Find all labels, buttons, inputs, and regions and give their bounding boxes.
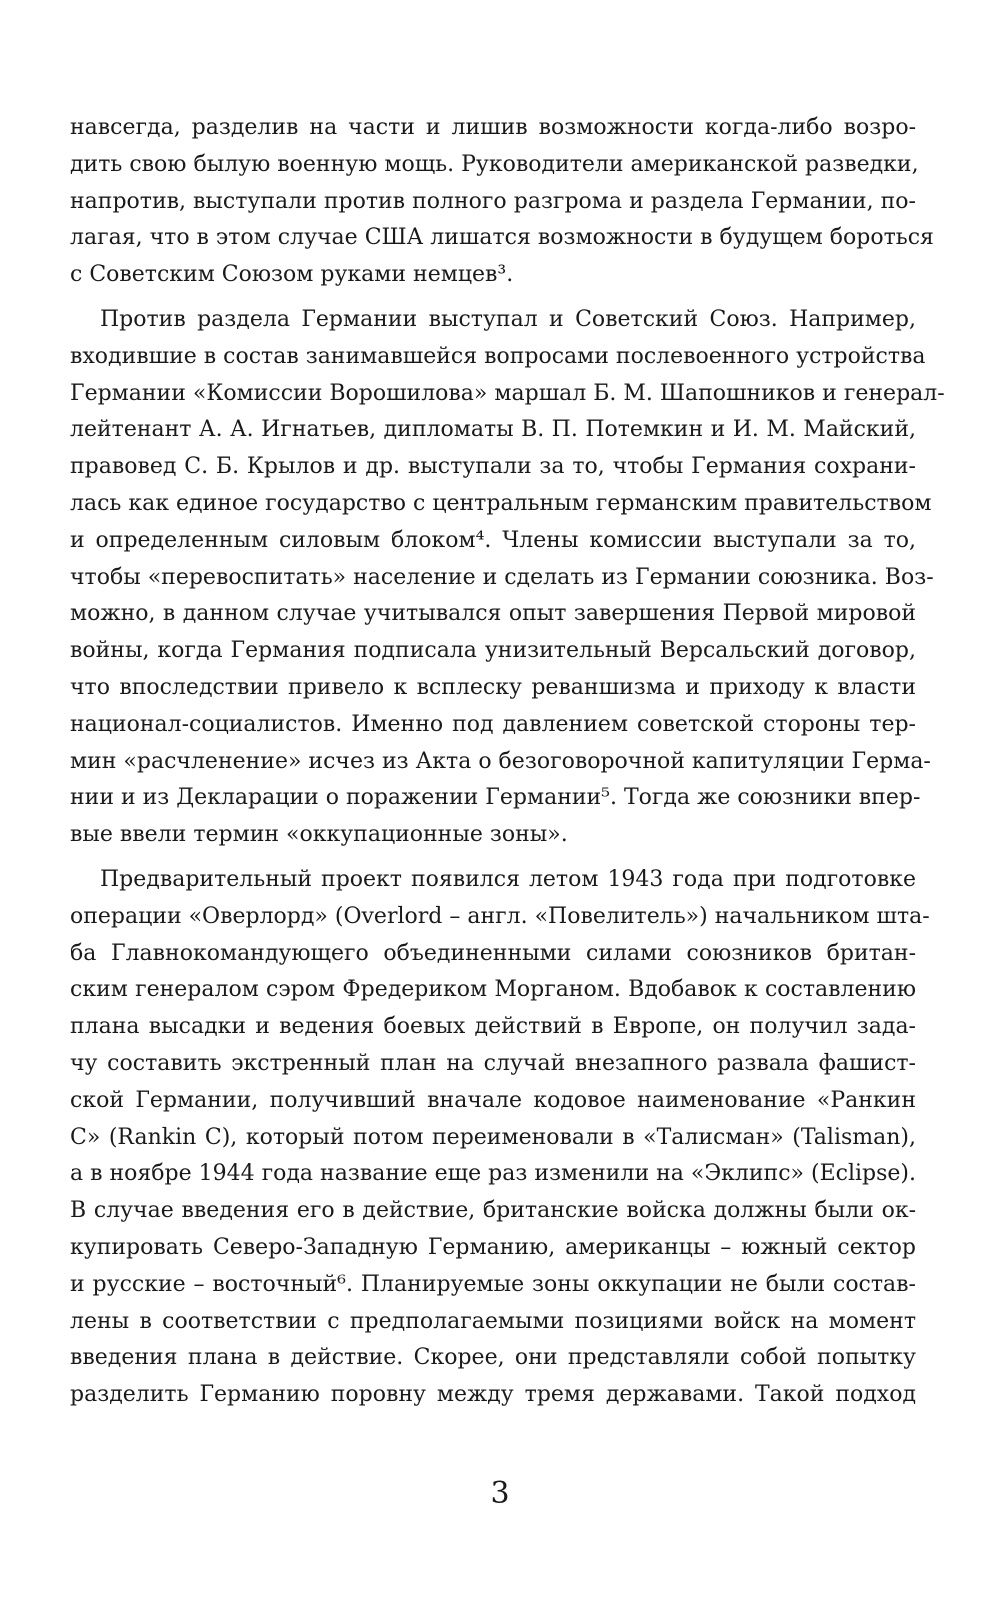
text-line: напротив, выступали против полного разгрома и раздела Германии, по- bbox=[70, 188, 916, 214]
text-line: Предварительный проект появился летом 1943 года при подготовке bbox=[100, 866, 916, 892]
page-number: 3 bbox=[490, 1476, 510, 1511]
text-line: С» (Rankin C), который потом переименовали в «Талисман» (Talisman), bbox=[70, 1124, 916, 1150]
text-line: мин «расчленение» исчез из Акта о безоговорочной капитуляции Герма- bbox=[70, 748, 931, 774]
text-line: правовед С. Б. Крылов и др. выступали за то, чтобы Германия сохрани- bbox=[70, 454, 916, 480]
text-line: разделить Германию поровну между тремя державами. Такой подход bbox=[70, 1382, 916, 1408]
text-line: навсегда, разделив на части и лишив возможности когда-либо возро- bbox=[70, 115, 916, 140]
text-line: ским генералом сэром Фредериком Морганом. Вдобавок к составлению bbox=[70, 977, 916, 1003]
text-line: дить свою былую военную мощь. Руководители американской разведки, bbox=[70, 151, 919, 177]
text-line: что впоследствии привело к всплеску реваншизма и приходу к власти bbox=[70, 674, 916, 700]
text-line: ской Германии, получивший вначале кодовое наименование «Ранкин bbox=[70, 1087, 916, 1113]
text-line: и определенным силовым блоком⁴. Члены комиссии выступали за то, bbox=[70, 527, 916, 553]
text-line: национал-социалистов. Именно под давлением советской стороны тер- bbox=[70, 711, 916, 737]
paragraph-3 bbox=[70, 862, 930, 1414]
text-line: чтобы «перевоспитать» население и сделать из Германии союзника. Воз- bbox=[70, 564, 934, 590]
paragraph-1 bbox=[70, 110, 934, 294]
text-line: операции «Оверлорд» (Overlord – англ. «Повелитель») начальником шта- bbox=[70, 903, 930, 929]
paragraph-2 bbox=[70, 302, 945, 854]
text-line: чу составить экстренный план на случай внезапного развала фашист- bbox=[70, 1050, 916, 1076]
text-line: Германии «Комиссии Ворошилова» маршал Б. М. Шапошников и генерал- bbox=[70, 380, 945, 406]
text-line: лейтенант А. А. Игнатьев, дипломаты В. П. Потемкин и И. М. Майский, bbox=[70, 417, 916, 443]
text-line: нии и из Декларации о поражении Германии⁵. Тогда же союзники впер- bbox=[70, 785, 921, 811]
text-line: Против раздела Германии выступал и Советский Союз. Например, bbox=[100, 306, 916, 332]
text-line: купировать Северо-Западную Германию, американцы – южный сектор bbox=[70, 1234, 916, 1260]
text-line: плана высадки и ведения боевых действий в Европе, он получил зада- bbox=[70, 1014, 916, 1040]
text-line: лагая, что в этом случае США лишатся возможности в будущем бороться bbox=[70, 225, 934, 251]
text-line: и русские – восточный⁶. Планируемые зоны оккупации не были состав- bbox=[70, 1271, 916, 1297]
text-line: лены в соответствии с предполагаемыми позициями войск на момент bbox=[70, 1308, 916, 1334]
text-line: ба Главнокомандующего объединенными силами союзников британ- bbox=[70, 940, 916, 966]
text-line: лась как единое государство с центральным германским правительством bbox=[70, 490, 932, 516]
text-line: войны, когда Германия подписала унизительный Версальский договор, bbox=[70, 638, 916, 664]
text-line: входившие в состав занимавшейся вопросами послевоенного устройства bbox=[70, 343, 926, 369]
text-line: введения плана в действие. Скорее, они представляли собой попытку bbox=[70, 1345, 916, 1371]
body-text bbox=[70, 110, 945, 1414]
text-line: можно, в данном случае учитывался опыт завершения Первой мировой bbox=[70, 601, 916, 627]
text-line: вые ввели термин «оккупационные зоны». bbox=[70, 822, 568, 848]
text-line: а в ноябре 1944 года название еще раз изменили на «Эклипс» (Eclipse). bbox=[70, 1161, 916, 1187]
text-line: с Советским Союзом руками немцев³. bbox=[70, 262, 514, 288]
text-line: В случае введения его в действие, британские войска должны были ок- bbox=[70, 1198, 916, 1224]
